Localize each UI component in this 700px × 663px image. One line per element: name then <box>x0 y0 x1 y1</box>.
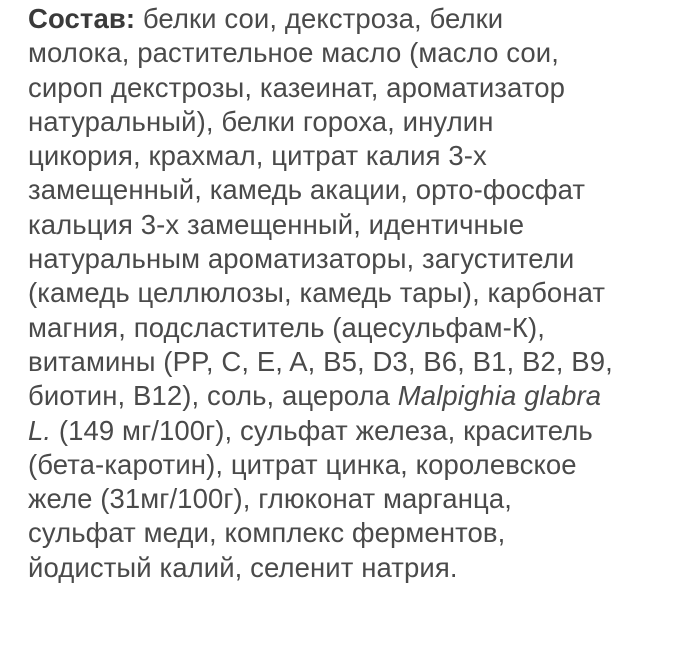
ingredients-text <box>28 2 688 585</box>
latin-species-author: L. <box>28 414 52 446</box>
ingredients-line <box>28 379 688 413</box>
ingredients-line: желе (31мг/100г), глюконат марганца, <box>28 483 512 515</box>
ingredients-line: магния, подсластитель (ацесульфам-К), <box>28 311 546 343</box>
ingredients-line: молока, растительное масло (масло сои, <box>28 37 559 69</box>
ingredients-line-text: белки сои, декстроза, белки <box>135 3 504 34</box>
ingredients-line: замещенный, камедь акации, орто-фосфат <box>28 174 586 206</box>
ingredients-line: кальция 3-х замещенный, идентичные <box>28 208 525 240</box>
ingredients-line-text: биотин, B12), соль, ацерола <box>28 380 398 412</box>
ingredients-line: йодистый калий, селенит натрия. <box>28 551 458 583</box>
ingredients-line: сироп декстрозы, казеинат, ароматизатор <box>28 71 565 103</box>
ingredients-line: натуральный), белки гороха, инулин <box>28 105 494 137</box>
ingredients-line: цикория, крахмал, цитрат калия 3-х <box>28 140 487 172</box>
ingredients-line: сульфат меди, комплекс ферментов, <box>28 517 506 549</box>
ingredients-label: Состав: <box>28 3 136 34</box>
ingredients-line <box>28 2 688 36</box>
latin-species-name: Malpighia glabra <box>397 380 602 412</box>
ingredients-line: натуральным ароматизаторы, загустители <box>28 243 575 275</box>
ingredients-line <box>28 414 688 448</box>
ingredients-line-text: (149 мг/100г), сульфат железа, краситель <box>51 414 593 446</box>
ingredients-line: (бета-каротин), цитрат цинка, королевское <box>28 448 577 480</box>
ingredients-line: (камедь целлюлозы, камедь тары), карбонат <box>28 277 606 309</box>
ingredients-line: витамины (PP, C, E, A, B5, D3, B6, B1, B2, B9, <box>28 345 613 377</box>
